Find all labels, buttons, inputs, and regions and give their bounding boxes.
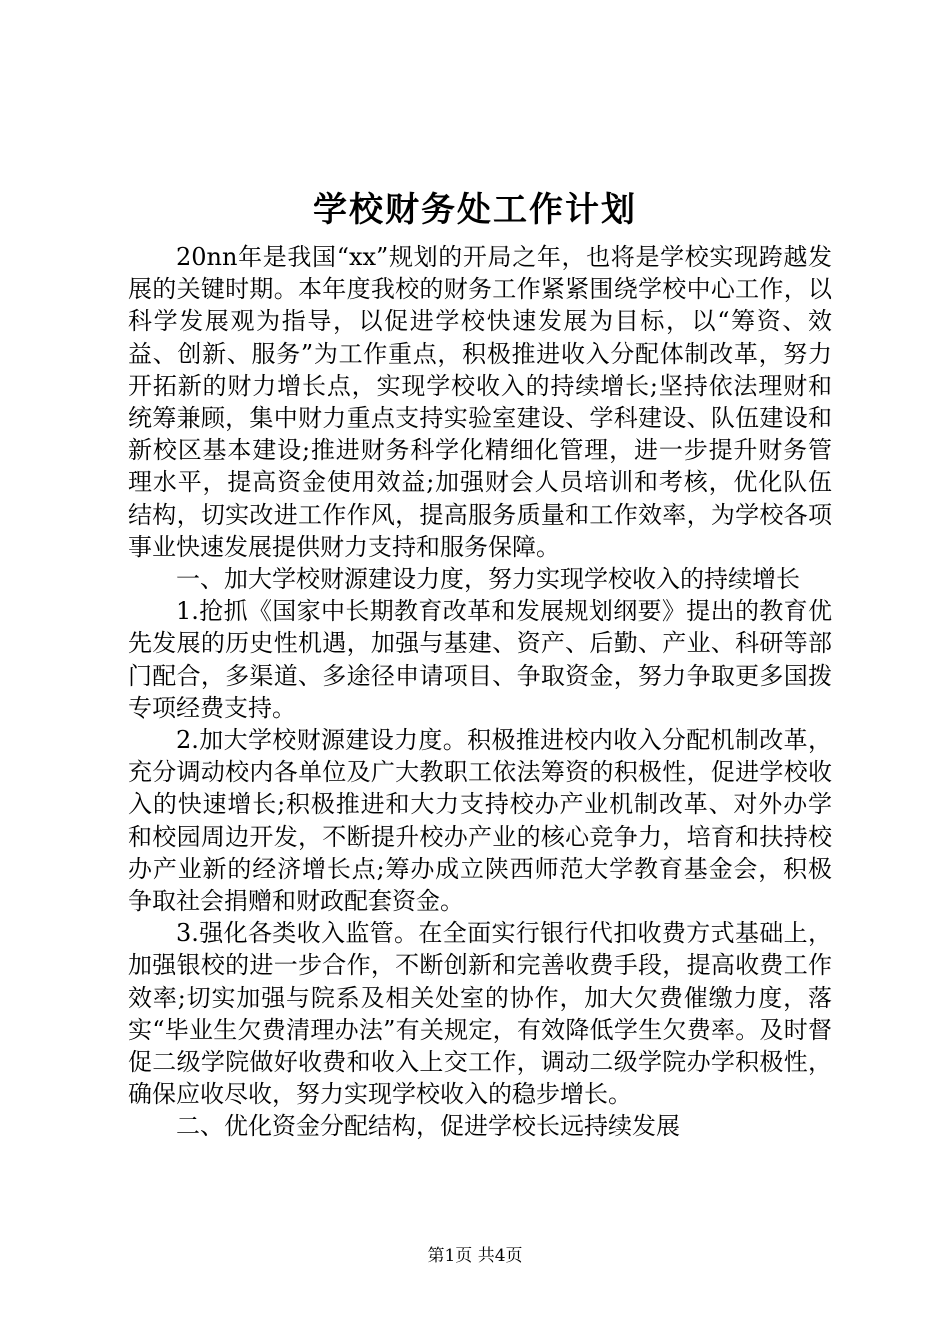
paragraph-intro: 20nn年是我国“xx”规划的开局之年，也将是学校实现跨越发展的关键时期。本年度我校的财务工作紧紧围绕学校中心工作，以科学发展观为指导，以促进学校快速发展为目标，以“筹资、效益、创新、服务”为工作重点，积极推进收入分配体制改革，努力开拓新的财力增长点，实现学校收入的持续增长;坚持依法理财和统筹兼顾，集中财力重点支持实验室建设、学科建设、队伍建设和新校区基本建设;推进财务科学化精细化管理，进一步提升财务管理水平，提高资金使用效益;加强财会人员培训和考核，优化队伍结构，切实改进工作作风，提高服务质量和工作效率，为学校各项事业快速发展提供财力支持和服务保障。 xyxy=(128,243,832,561)
paragraph-item-3: 3.强化各类收入监管。在全面实行银行代扣收费方式基础上，加强银校的进一步合作，不断创新和完善收费手段，提高收费工作效率;切实加强与院系及相关处室的协作，加大欠费催缴力度，落实“毕业生欠费清理办法”有关规定，有效降低学生欠费率。及时督促二级学院做好收费和收入上交工作，调动二级学院办学积极性，确保应收尽收，努力实现学校收入的稳步增长。 xyxy=(128,919,832,1109)
section-heading-2: 二、优化资金分配结构，促进学校长远持续发展 xyxy=(176,1112,680,1141)
document-body xyxy=(128,241,832,1143)
paragraph-item-2: 2.加大学校财源建设力度。积极推进校内收入分配机制改革，充分调动校内各单位及广大教职工依法筹资的积极性，促进学校收入的快速增长;积极推进和大力支持校办产业机制改革、对外办学和校园周边开发，不断提升校办产业的核心竞争力，培育和扶持校办产业新的经济增长点;筹办成立陕西师范大学教育基金会，积极争取社会捐赠和财政配套资金。 xyxy=(128,726,832,916)
document-title: 学校财务处工作计划 xyxy=(313,190,637,230)
page-footer: 第1页 共4页 xyxy=(427,1246,523,1266)
section-heading-1: 一、加大学校财源建设力度，努力实现学校收入的持续增长 xyxy=(176,565,800,594)
paragraph-item-1: 1.抢抓《国家中长期教育改革和发展规划纲要》提出的教育优先发展的历史性机遇，加强与基建、资产、后勤、产业、科研等部门配合，多渠道、多途径申请项目、争取资金，努力争取更多国拨专项经费支持。 xyxy=(128,597,832,722)
